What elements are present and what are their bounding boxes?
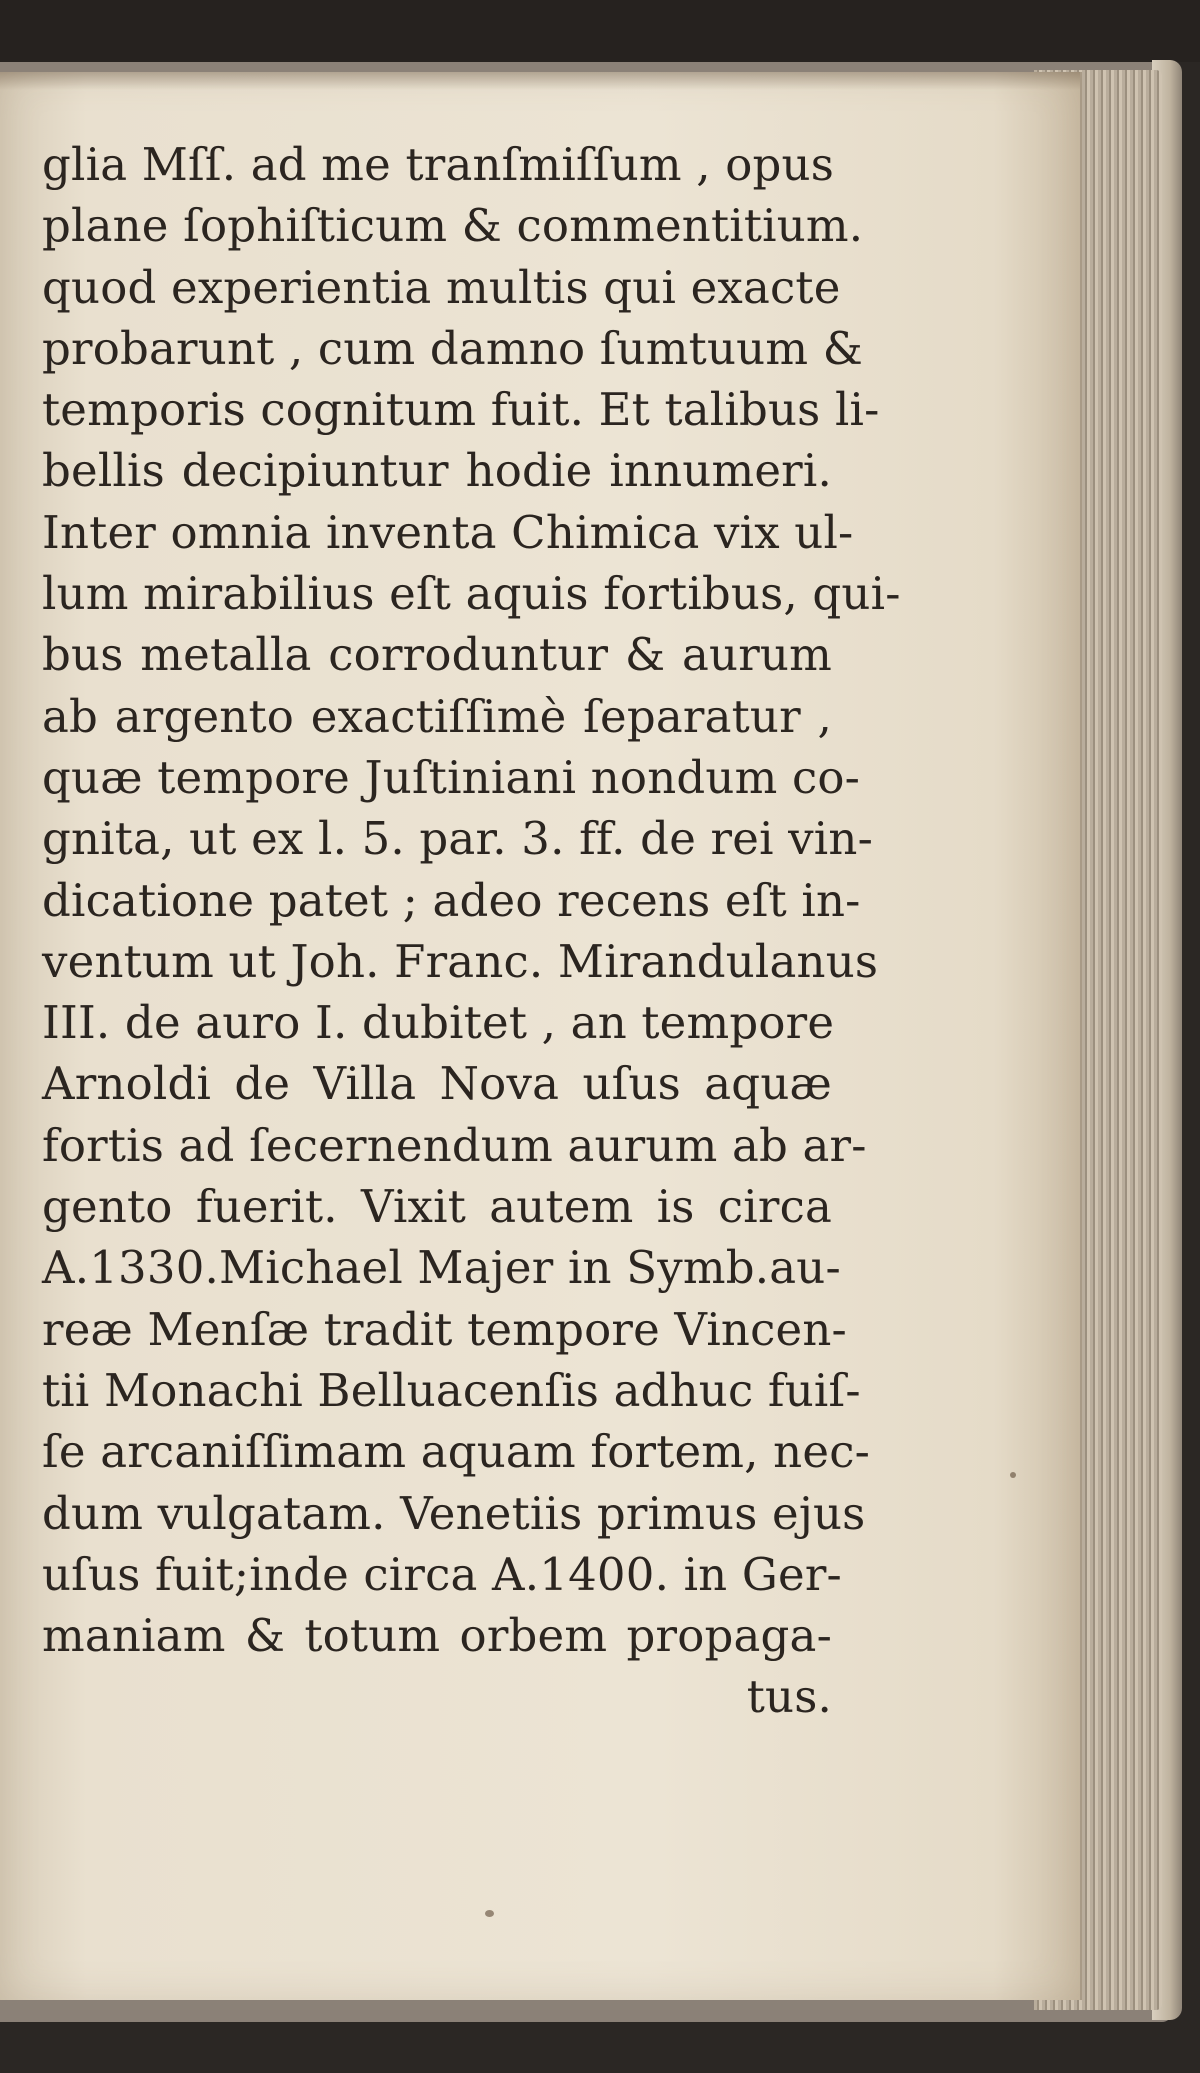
text-line: reæ Menſæ tradit tempore Vincen- [42, 1302, 847, 1356]
catchword: tus. [746, 1670, 832, 1724]
text-line: gento fuerit. Vixit autem is circa [42, 1180, 832, 1234]
text-line: probarunt , cum damno ſumtuum & [42, 321, 863, 375]
text-line: bus metalla corroduntur & aurum [42, 628, 832, 682]
text-line: quæ tempore Juſtiniani nondum co- [42, 750, 861, 804]
text-line: bellis decipiuntur hodie innumeri. [42, 444, 832, 498]
text-line: Arnoldi de Villa Nova uſus aquæ [42, 1057, 832, 1111]
text-line: ab argento exactiſſimè ſeparatur , [42, 689, 832, 743]
text-line: temporis cognitum fuit. Et talibus li- [42, 383, 880, 437]
text-line: gnita, ut ex l. 5. par. 3. ff. de rei vin- [42, 812, 873, 866]
text-line: Inter omnia inventa Chimica vix ul- [42, 505, 854, 559]
text-line: III. de auro I. dubitet , an tempore [42, 996, 835, 1050]
text-line: quod experientia multis qui exacte [42, 260, 841, 314]
text-line: glia Mſſ. ad me tranſmiſſum , opus [42, 138, 835, 191]
dark-background [0, 0, 1200, 62]
text-line: A.1330.Michael Majer in Symb.au- [42, 1241, 841, 1295]
body-text [42, 134, 901, 1728]
text-line: ſe arcaniſſimam aquam fortem, nec- [42, 1425, 871, 1479]
text-line: maniam & totum orbem propaga- [42, 1609, 832, 1663]
text-line: tii Monachi Belluacenſis adhuc fuiſ- [42, 1363, 861, 1417]
text-line: ventum ut Joh. Franc. Mirandulanus [42, 934, 879, 988]
text-line: dicatione patet ; adeo recens eſt in- [42, 873, 861, 927]
foxing-spot [1010, 1472, 1016, 1478]
text-line: fortis ad ſecernendum aurum ab ar- [42, 1118, 867, 1172]
text-line: lum mirabilius eſt aquis fortibus, qui- [42, 567, 901, 621]
text-line: plane ſophiſticum & commentitium. [42, 199, 864, 253]
text-line: dum vulgatam. Venetiis primus ejus [42, 1486, 866, 1540]
foxing-spot [485, 1910, 494, 1917]
page-shadow [0, 72, 1080, 90]
text-line: uſus fuit;inde circa A.1400. in Ger- [42, 1547, 842, 1601]
printed-page [0, 72, 1082, 2000]
